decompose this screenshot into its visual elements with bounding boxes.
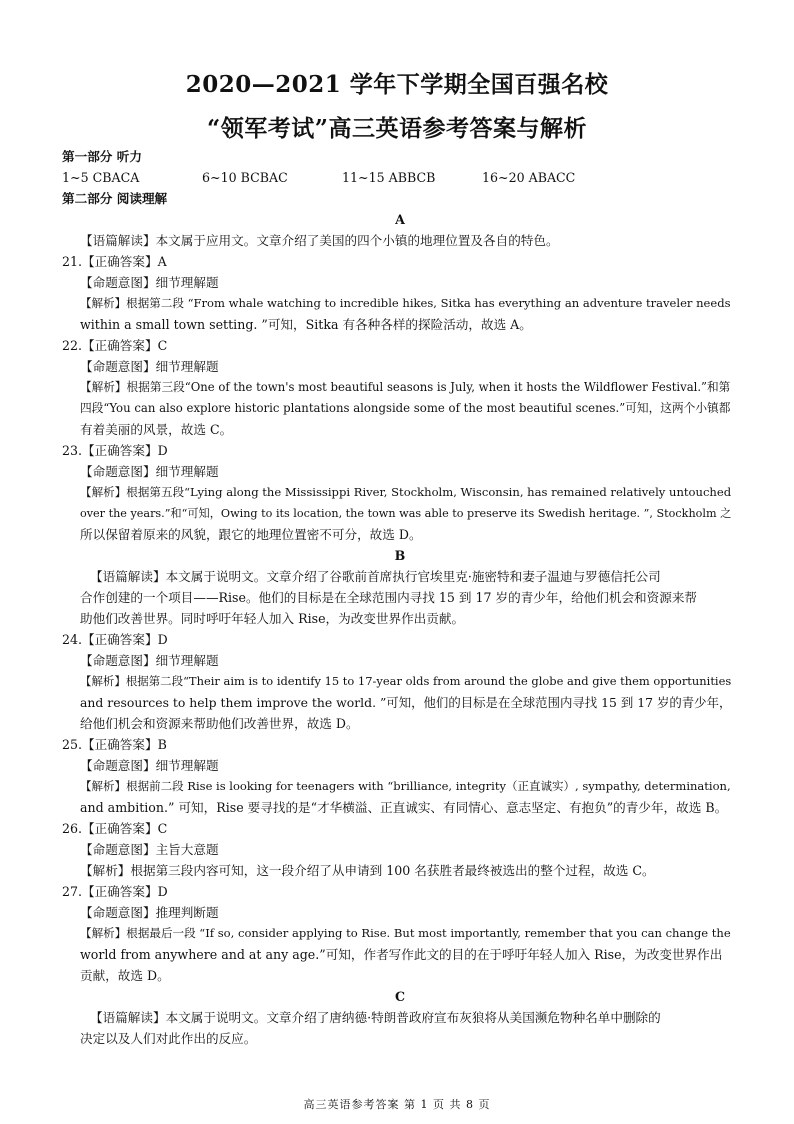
part1-heading: 第一部分 听力 bbox=[62, 149, 142, 164]
document-title: 2020—2021 学年下学期全国百强名校 bbox=[185, 71, 609, 98]
section-b-intro-line1: 【语篇解读】本文属于说明文。文章介绍了谷歌前首席执行官埃里克·施密特和妻子温迪与罗德信托公司 bbox=[90, 569, 661, 584]
q23-intent: 【命题意图】细节理解题 bbox=[80, 464, 219, 479]
q23-analysis-line2: over the years.”和“可知，Owing to its location, the town was able to preserve its Swedish heritage. ”, Stockholm 之 bbox=[80, 507, 732, 520]
q22-answer: 22.【正确答案】C bbox=[62, 338, 168, 353]
q23-analysis-line3: 所以保留着原来的风貌，跟它的地理位置密不可分，故选 D。 bbox=[80, 527, 422, 542]
q22-analysis-line2: 四段“You can also explore historic plantations alongside some of the most beautiful scenes.”可知，这两个小镇都 bbox=[80, 401, 731, 415]
q24-analysis-line3: 给他们机会和资源来帮助他们改善世界，故选 D。 bbox=[80, 716, 359, 731]
q21-analysis-line1: 【解析】根据第二段 “From whale watching to incredible hikes, Sitka has everything an adventure traveler needs bbox=[80, 296, 731, 310]
page-footer: 高三英语参考答案 第 1 页 共 8 页 bbox=[303, 1098, 491, 1111]
q27-analysis-line1: 【解析】根据最后一段 “If so, consider applying to Rise. But most importantly, remember that you can change the bbox=[80, 926, 731, 940]
listening-answers-11-15: 11~15 ABBCB bbox=[342, 170, 436, 185]
part2-heading: 第二部分 阅读理解 bbox=[62, 191, 168, 206]
q24-analysis-line1: 【解析】根据第二段“Their aim is to identify 15 to 17-year olds from around the globe and give them opportunities bbox=[80, 674, 732, 688]
section-c-intro-line1: 【语篇解读】本文属于说明文。文章介绍了唐纳德·特朗普政府宣布灰狼将从美国濒危物种名单中删除的 bbox=[90, 1010, 661, 1025]
q22-analysis-line1: 【解析】根据第三段“One of the town's most beautiful seasons is July, when it hosts the Wildflower Festival.”和第 bbox=[80, 380, 731, 394]
q21-answer: 21.【正确答案】A bbox=[62, 254, 167, 269]
section-b-intro-line3: 助他们改善世界。同时呼吁年轻人加入 Rise，为改变世界作出贡献。 bbox=[80, 611, 465, 626]
section-c-heading: C bbox=[394, 989, 406, 1004]
section-a-intro: 【语篇解读】本文属于应用文。文章介绍了美国的四个小镇的地理位置及各自的特色。 bbox=[80, 233, 559, 248]
q23-answer: 23.【正确答案】D bbox=[62, 443, 168, 458]
q24-intent: 【命题意图】细节理解题 bbox=[80, 653, 219, 668]
q26-intent: 【命题意图】主旨大意题 bbox=[80, 842, 219, 857]
q24-analysis-line2: and resources to help them improve the world. ”可知，他们的目标是在全球范围内寻找 15 到 17 岁的青少年， bbox=[80, 695, 732, 710]
q25-answer: 25.【正确答案】B bbox=[62, 737, 167, 752]
q22-analysis-line3: 有着美丽的风景，故选 C。 bbox=[80, 422, 233, 437]
section-b-intro-line2: 合作创建的一个项目——Rise。他们的目标是在全球范围内寻找 15 到 17 岁的青少年，给他们机会和资源来帮 bbox=[80, 590, 698, 605]
q27-intent: 【命题意图】推理判断题 bbox=[80, 905, 219, 920]
listening-answers-6-10: 6~10 BCBAC bbox=[202, 170, 288, 185]
q21-analysis-line2: within a small town setting. ”可知，Sitka 有各种各样的探险活动，故选 A。 bbox=[80, 317, 532, 332]
q21-intent: 【命题意图】细节理解题 bbox=[80, 275, 219, 290]
section-a-heading: A bbox=[395, 212, 405, 227]
section-c-intro-line2: 决定以及人们对此作出的反应。 bbox=[80, 1031, 257, 1046]
section-b-heading: B bbox=[394, 548, 406, 563]
q25-intent: 【命题意图】细节理解题 bbox=[80, 758, 219, 773]
listening-answers bbox=[62, 167, 738, 188]
q24-answer: 24.【正确答案】D bbox=[62, 632, 168, 647]
q27-analysis-line3: 贡献，故选 D。 bbox=[80, 968, 170, 983]
q26-answer: 26.【正确答案】C bbox=[62, 821, 168, 836]
listening-answers-16-20: 16~20 ABACC bbox=[482, 170, 576, 185]
q27-analysis-line2: world from anywhere and at any age.”可知，作者写作此文的目的在于呼吁年轻人加入 Rise，为改变世界作出 bbox=[80, 947, 723, 962]
q25-analysis-line1: 【解析】根据前二段 Rise is looking for teenagers with “brilliance, integrity（正直诚实）, sympathy, determination, bbox=[80, 779, 731, 793]
document-subtitle: “领军考试”高三英语参考答案与解析 bbox=[207, 115, 587, 142]
q25-analysis-line2: and ambition.” 可知，Rise 要寻找的是“才华横溢、正直诚实、有同情心、意志坚定、有抱负”的青少年，故选 B。 bbox=[80, 800, 728, 815]
q26-analysis-line1: 【解析】根据第三段内容可知，这一段介绍了从申请到 100 名获胜者最终被选出的整个过程，故选 C。 bbox=[80, 863, 655, 878]
q23-analysis-line1: 【解析】根据第五段“Lying along the Mississippi River, Stockholm, Wisconsin, has remained relatively untouched bbox=[80, 485, 732, 499]
q22-intent: 【命题意图】细节理解题 bbox=[80, 359, 219, 374]
document-body bbox=[62, 146, 738, 1049]
q27-answer: 27.【正确答案】D bbox=[62, 884, 168, 899]
listening-answers-1-5: 1~5 CBACA bbox=[62, 170, 140, 185]
